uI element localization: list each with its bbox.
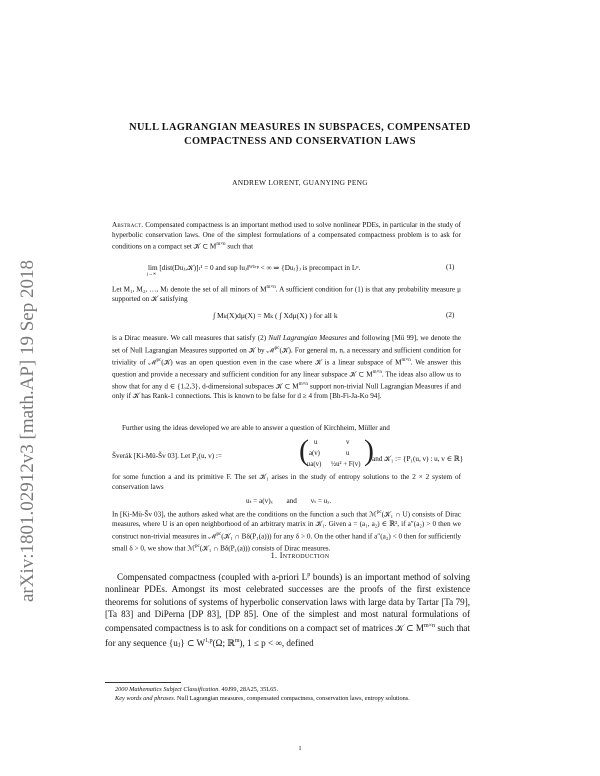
footnote-keywords: Key words and phrases. Null Lagrangian measures, compensated compactness, conservation laws, entropy solutions. [115, 694, 410, 702]
arxiv-stamp [6, 150, 46, 610]
matrix-right-paren: ) [364, 434, 374, 467]
abstract-paragraph-1: Abstract. Compensated compactness is an important method used to solve nonlinear PDEs, in particular in the study of hyperbolic conservation laws. One of the simplest formulations of a compensated compactness problem is to ask for conditions on a compact set 𝒦 ⊂ $M^{m\times n}$ such that [112, 221, 462, 251]
equation-1-limit: j→∞ [147, 271, 157, 276]
abstract-paragraph-4: Further using the ideas developed we are able to answer a question of Kirchheim, Müller and [122, 424, 390, 432]
page-number: 1 [298, 745, 302, 752]
arxiv-id: arXiv:1801.02912v3 [math.AP] 19 Sep 2018 [17, 260, 38, 602]
authors: ANDREW LORENT, GUANYING PENG [232, 178, 368, 187]
paper-title [100, 121, 500, 149]
footnote [105, 686, 470, 703]
matrix-r3c2: ½u² + F(v) [331, 461, 361, 468]
abstract-paragraph-6: for some function a and its primitive F. The set 𝒦₁ arises in the study of entropy solutions to the 2 × 2 system of conservation laws [112, 473, 461, 491]
matrix-r2c1: a(v) [309, 450, 320, 457]
matrix-r1c1: u [314, 439, 318, 446]
title-line-1: NULL LAGRANGIAN MEASURES IN SUBSPACES, COMPENSATED [129, 122, 471, 133]
abstract-paragraph-5-end: and 𝒦₁ := {P₁(u, v) : u, v ∈ ℝ} [372, 455, 464, 463]
equation-1: lim [dist(Duⱼ,𝒦)]ₗ¹ = 0 and sup ‖uⱼ‖ᵂ¹ʳᵖ < ∞ ⇒ {Duⱼ}ⱼ is precompact in Lᵖ. [148, 264, 361, 272]
title-line-2: COMPACTNESS AND CONSERVATION LAWS [184, 136, 416, 147]
footnote-rule [105, 682, 181, 683]
equation-3: uₜ = a(v)ₓ and vₜ = uₓ. [246, 497, 332, 505]
introduction-paragraph: Compensated compactness (coupled with a-priori $L^p$ bounds) is an important method of solving nonlinear PDEs. Amongst its most celebrated successes are the proofs of the first existence theorems for solutions of systems of hyperbolic conservation laws with large data by Tartar [Ta 79], [Ta 83] and DiPerna [DP 83], [DP 85]. One of the simplest and most natural formulations of compensated compactness is to ask for conditions on a compact set of matrices 𝒦 ⊂ $M^{m\times n}$ such that for any sequence {uⱼ} ⊂ W$^{1,p}$(Ω; ℝ$^m$), 1 ≤ p < ∞, defined [105, 572, 471, 648]
abstract-paragraph-2: Let M₁, M₂, …, Mₗ denote the set of all minors of $M^{m\times n}$. A sufficient condition for (1) is that any probability measure μ supported on 𝒦 satisfying [112, 285, 461, 303]
abstract-paragraph-5-start: Šverák [Ki-Mü-Šv 03]. Let $P_1(u$, v) := [112, 452, 222, 463]
matrix-r1c2: v [346, 439, 350, 446]
footnote-msc: 2000 Mathematics Subject Classification. 49J99, 28A25, 35L65. [115, 686, 279, 693]
abstract-paragraph-7: In [Ki-Mü-Šv 03], the authors asked what are the conditions on the function a such that ℳ$^{pc}$(𝒦₁ ∩ U) consists of Dirac measures, where U is an open neighborhood of an arbitrary matrix in 𝒦₁. Given a = (a₁, a₂) ∈ ℝ², if a″(a₂) > 0 then we construct non-trivial measures in ℳ$^{pc}$(𝒦₁ ∩ Bδ(P₁(a))) for any δ > 0. On the other hand if a″(a₂) < 0 then for sufficiently small δ > 0, we show that ℳ$^{pc}$(𝒦₁ ∩ Bδ(P₁(a))) consists of Dirac measures. [112, 510, 461, 552]
equation-1-number: (1) [446, 263, 455, 271]
matrix-left-paren: ( [299, 434, 309, 467]
equation-2-number: (2) [446, 311, 455, 319]
abstract-paragraph-3: is a Dirac measure. We call measures that satisfy (2) Null Lagrangian Measures and following [Mü 99], we denote the set of Null Lagrangian Measures supported on 𝒦 by ℳ$^{pc}$(𝒦). For general m, n, a necessary and sufficient condition for triviality of ℳ$^{pc}$(𝒦) was an open question even in the case where 𝒦 is a linear subspace of $M^{m\times n}$. We answer this question and provide a necessary and sufficient condition for any linear subspace 𝒦 ⊂ $M^{m\times n}$. The ideas also allow us to show that for any d ∈ {1,2,3}, d-dimensional subspaces 𝒦 ⊂ $M^{m\times n}$ support non-trivial Null Lagrangian Measures if and only if 𝒦 has Rank-1 connections. This is known to be false for d ≥ 4 from [Bh-Fi-Ja-Ko 94]. [112, 334, 462, 400]
matrix-r3c1: ua(v) [307, 461, 322, 468]
abstract-label: Abstract. [112, 221, 144, 229]
matrix-r2c2: u [346, 450, 350, 457]
equation-2: ∫ Mₖ(X)dμ(X) = Mₖ ( ∫ Xdμ(X) ) for all k [213, 311, 338, 320]
section-heading-introduction: 1. Introduction [270, 551, 330, 560]
